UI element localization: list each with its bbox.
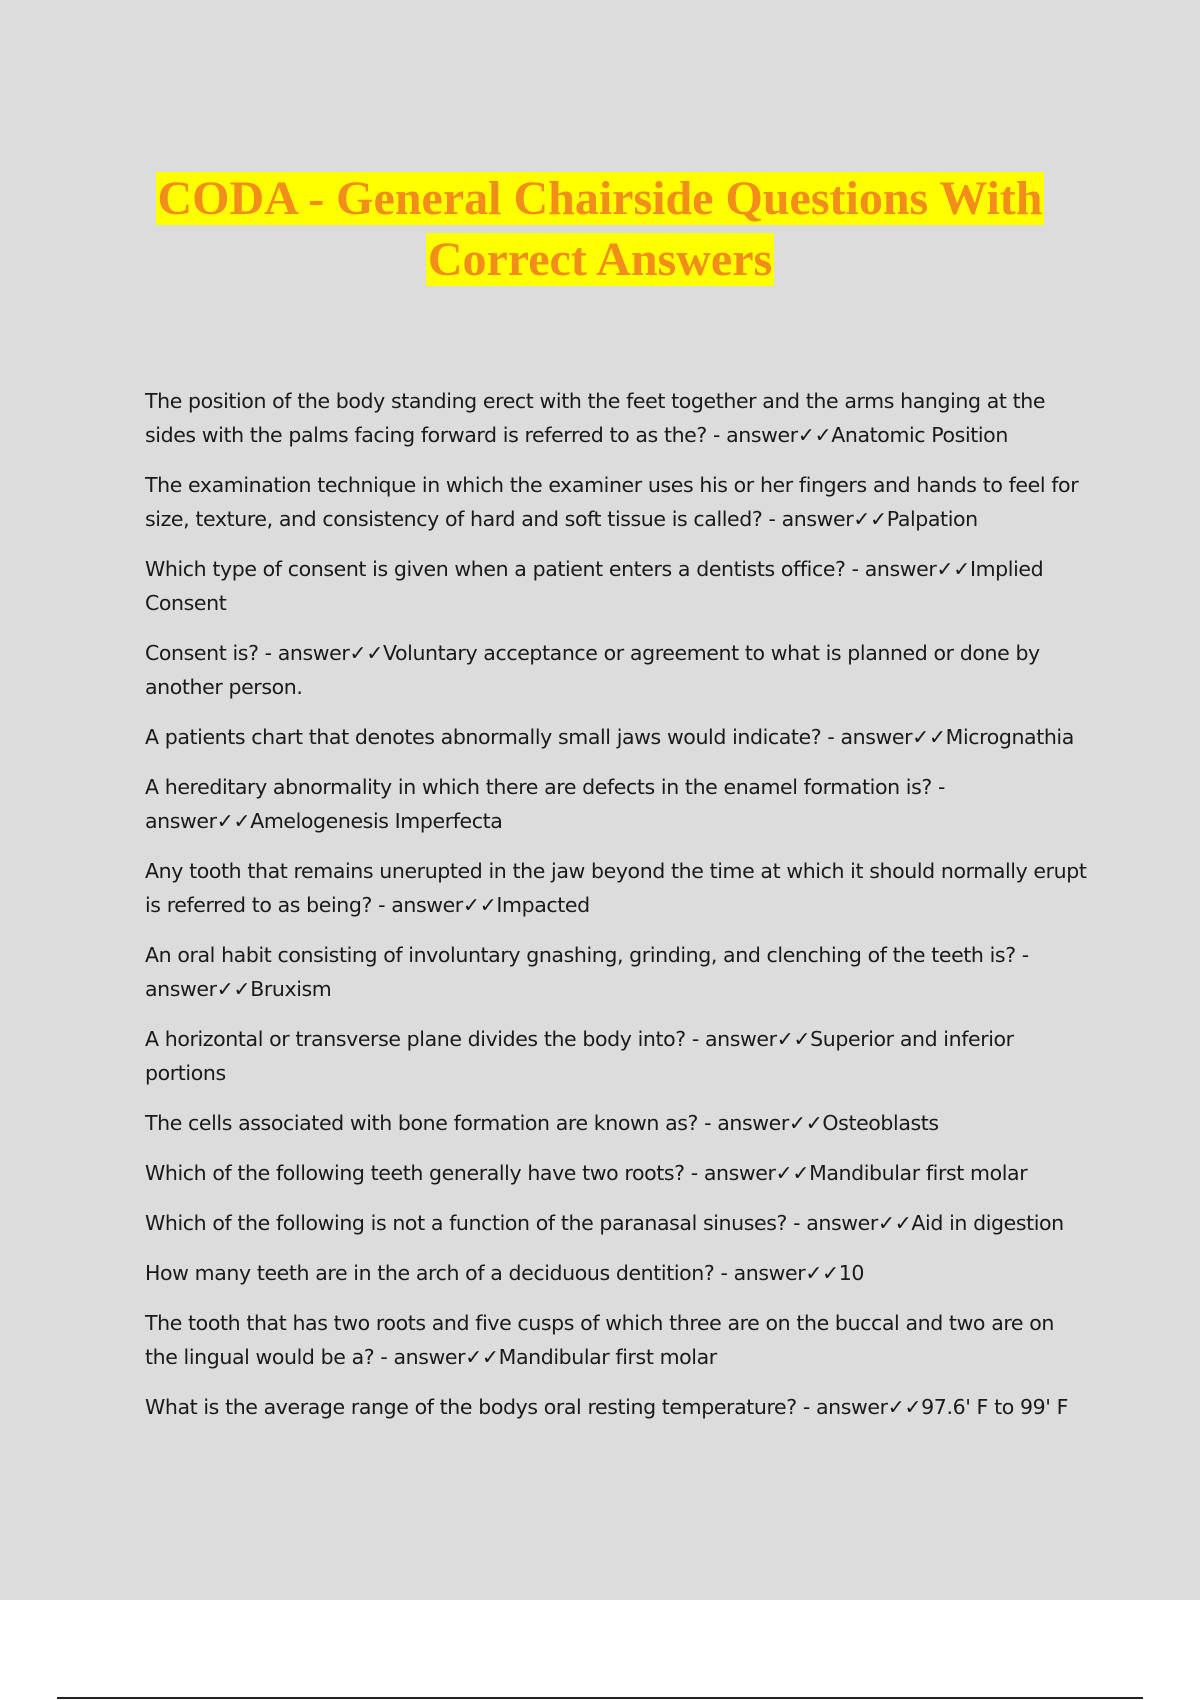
answer-text: ✓✓Palpation xyxy=(853,507,978,531)
title-line-2: Correct Answers xyxy=(427,233,773,286)
answer-text: ✓✓Micrognathia xyxy=(912,725,1074,749)
qa-item xyxy=(145,1306,1090,1374)
title-line-1: CODA - General Chairside Questions With xyxy=(157,172,1043,225)
answer-text: ✓✓Osteoblasts xyxy=(788,1111,939,1135)
question-text: Consent is? - answer xyxy=(145,641,350,665)
answer-text: ✓✓Anatomic Position xyxy=(797,423,1008,447)
qa-item xyxy=(145,384,1090,452)
question-text: Which of the following teeth generally have two roots? - answer xyxy=(145,1161,776,1185)
qa-list xyxy=(145,384,1090,1440)
question-text: The cells associated with bone formation are known as? - answer xyxy=(145,1111,789,1135)
answer-text: ✓✓Implied Consent xyxy=(145,557,1044,615)
answer-text: ✓✓Mandibular first molar xyxy=(775,1161,1028,1185)
qa-item xyxy=(145,938,1090,1006)
qa-item xyxy=(145,636,1090,704)
question-text: A patients chart that denotes abnormally small jaws would indicate? - answer xyxy=(145,725,913,749)
answer-text: ✓✓Impacted xyxy=(462,893,590,917)
qa-item xyxy=(145,1206,1090,1240)
qa-item xyxy=(145,1256,1090,1290)
qa-item xyxy=(145,1106,1090,1140)
answer-text: ✓✓Aid in digestion xyxy=(877,1211,1064,1235)
page-divider xyxy=(57,1697,1143,1699)
qa-item xyxy=(145,720,1090,754)
question-text: Which type of consent is given when a patient enters a dentists office? - answer xyxy=(145,557,937,581)
answer-text: ✓✓97.6' F to 99' F xyxy=(887,1395,1068,1419)
answer-text: ✓✓10 xyxy=(805,1261,865,1285)
answer-text: ✓✓Bruxism xyxy=(216,977,332,1001)
qa-item xyxy=(145,1156,1090,1190)
question-text: The examination technique in which the examiner uses his or her fingers and hands to feel for size, texture, and consistency of hard and soft tissue is called? - answer xyxy=(145,473,1079,531)
qa-item xyxy=(145,1022,1090,1090)
question-text: How many teeth are in the arch of a deciduous dentition? - answer xyxy=(145,1261,806,1285)
question-text: The position of the body standing erect with the feet together and the arms hanging at the sides with the palms facing forward is referred to as the? - answer xyxy=(145,389,1046,447)
answer-text: ✓✓Superior and inferior portions xyxy=(145,1027,1014,1085)
question-text: What is the average range of the bodys oral resting temperature? - answer xyxy=(145,1395,888,1419)
answer-text: ✓✓Mandibular first molar xyxy=(465,1345,717,1369)
qa-item xyxy=(145,1390,1090,1424)
question-text: An oral habit consisting of involuntary gnashing, grinding, and clenching of the teeth is? - answer xyxy=(145,943,1029,1001)
document-title xyxy=(0,168,1200,290)
question-text: A horizontal or transverse plane divides the body into? - answer xyxy=(145,1027,777,1051)
qa-item xyxy=(145,552,1090,620)
answer-text: ✓✓Amelogenesis Imperfecta xyxy=(216,809,503,833)
qa-item xyxy=(145,468,1090,536)
qa-item xyxy=(145,770,1090,838)
answer-text: ✓✓Voluntary acceptance or agreement to what is planned or done by another person. xyxy=(145,641,1040,699)
question-text: Any tooth that remains unerupted in the jaw beyond the time at which it should normally erupt is referred to as being? - answer xyxy=(145,859,1087,917)
question-text: Which of the following is not a function of the paranasal sinuses? - answer xyxy=(145,1211,878,1235)
question-text: A hereditary abnormality in which there are defects in the enamel formation is? - answer xyxy=(145,775,945,833)
qa-item xyxy=(145,854,1090,922)
question-text: The tooth that has two roots and five cusps of which three are on the buccal and two are on the lingual would be a? - answer xyxy=(145,1311,1054,1369)
